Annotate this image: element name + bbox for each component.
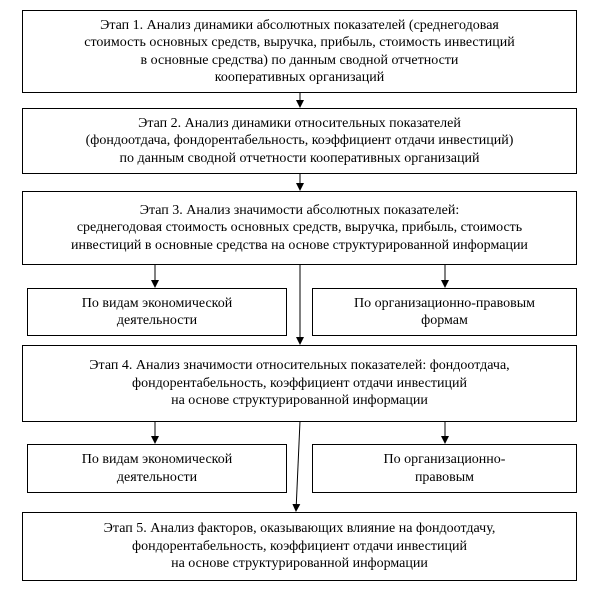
stage-1-text: Этап 1. Анализ динамики абсолютных показателей (среднегодовая стоимость основных средств, выручка, прибыль, стоимость инвестиций в основные средства) по данным сводной отчетности кооперативных организаций bbox=[84, 17, 515, 85]
stage-4-activity-text: По видам экономической деятельности bbox=[81, 452, 233, 485]
stage-1-box bbox=[22, 10, 577, 93]
stage-2-text: Этап 2. Анализ динамики относительных показателей (фондоотдача, фондорентабельность, коэффициент отдачи инвестиций) по данным сводной отчетности кооперативных организаций bbox=[85, 115, 514, 166]
stage-3-text: Этап 3. Анализ значимости абсолютных показателей: среднегодовая стоимость основных средств, выручка, прибыль, стоимость инвестиций в основные средства на основе структурированной информации bbox=[71, 202, 528, 253]
stage-2-box bbox=[22, 108, 577, 174]
stage-4-legal-form-box bbox=[312, 444, 577, 493]
stage-4-box bbox=[22, 345, 577, 422]
stage-3-legal-form-box bbox=[312, 288, 577, 336]
stage-3-activity-box bbox=[27, 288, 287, 336]
stage-4-legal-form-text: По организационно- правовым bbox=[383, 452, 506, 485]
stage-3-box bbox=[22, 191, 577, 265]
stage-3-activity-text: По видам экономической деятельности bbox=[81, 295, 233, 328]
arrow-stage4-to-stage5 bbox=[296, 421, 300, 511]
stage-4-text: Этап 4. Анализ значимости относительных показателей: фондоотдача, фондорентабельность, коэффициент отдачи инвестиций на основе структурированной информации bbox=[89, 358, 510, 409]
stage-3-legal-form-text: По организационно-правовым формам bbox=[353, 295, 536, 328]
stage-5-box bbox=[22, 512, 577, 581]
stage-4-activity-box bbox=[27, 444, 287, 493]
stage-5-text: Этап 5. Анализ факторов, оказывающих влияние на фондоотдачу, фондорентабельность, коэффициент отдачи инвестиций на основе структурированной информации bbox=[103, 521, 496, 572]
